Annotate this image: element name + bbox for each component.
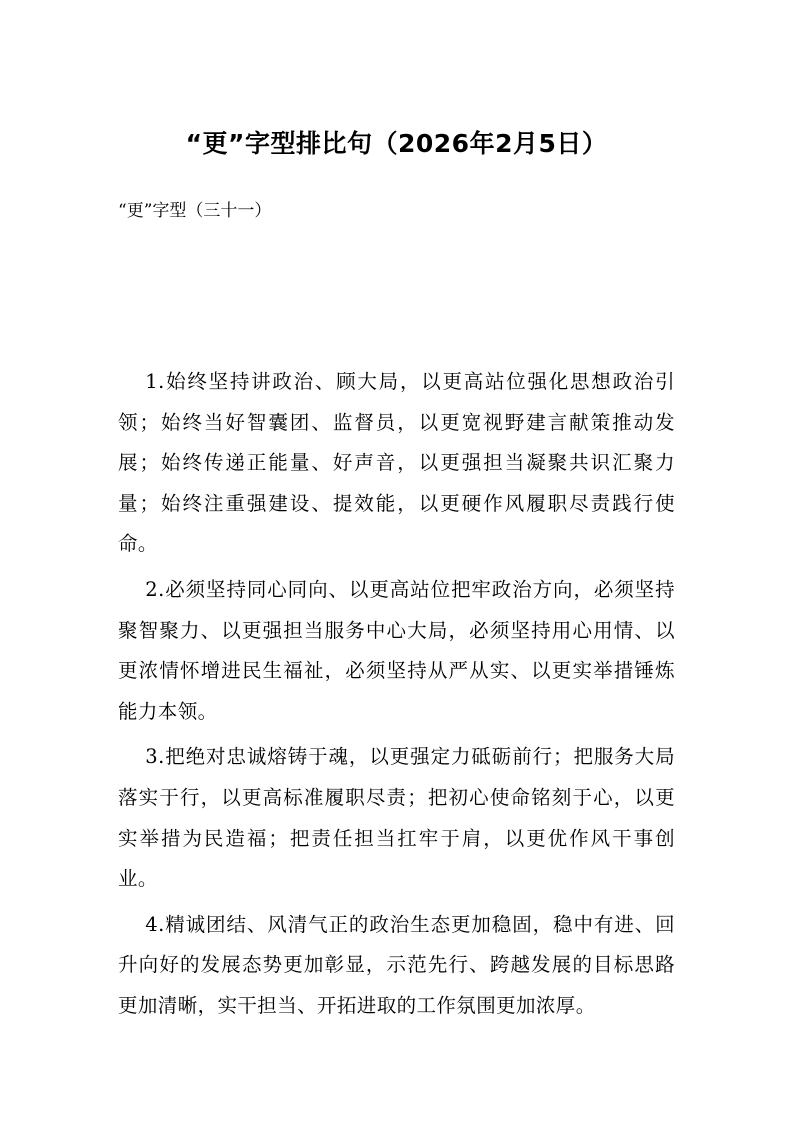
document-body [118,362,675,1032]
document-subtitle: “更”字型（三十一） [118,201,272,221]
paragraph-2: 2.必须坚持同心同向、以更高站位把牢政治方向，必须坚持聚智聚力、以更强担当服务中心大局，必须坚持用心用情、以更浓情怀增进民生福祉，必须坚持从严从实、以更实举措锤炼能力本领。 [118,577,675,723]
document-title: “更”字型排比句（2026年2月5日） [185,129,608,158]
paragraph-4: 4.精诚团结、风清气正的政治生态更加稳固，稳中有进、回升向好的发展态势更加彰显，示范先行、跨越发展的目标思路更加清晰，实干担当、开拓进取的工作氛围更加浓厚。 [118,912,675,1017]
paragraph-1: 1.始终坚持讲政治、顾大局，以更高站位强化思想政治引领；始终当好智囊团、监督员，以更宽视野建言献策推动发展；始终传递正能量、好声音，以更强担当凝聚共识汇聚力量；始终注重强建设、提效能，以更硬作风履职尽责践行使命。 [118,370,675,556]
paragraph-3: 3.把绝对忠诚熔铸于魂，以更强定力砥砺前行；把服务大局落实于行，以更高标准履职尽责；把初心使命铭刻于心，以更实举措为民造福；把责任担当扛牢于肩，以更优作风干事创业。 [118,745,675,891]
